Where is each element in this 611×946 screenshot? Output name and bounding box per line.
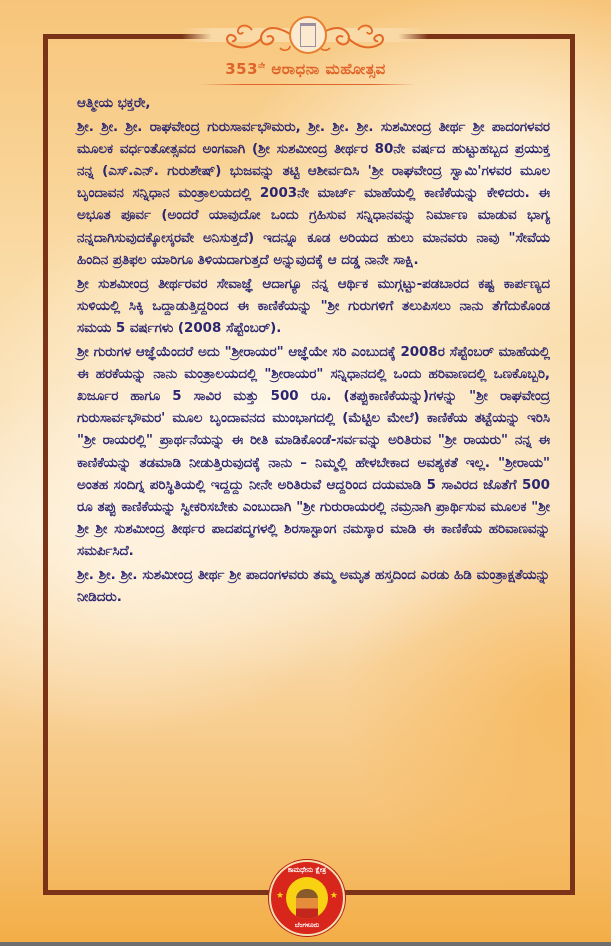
logo-top-text: ಕಾಮಧೇನು ಕ್ಷೇತ್ರ	[287, 866, 327, 874]
letter-body	[77, 93, 550, 611]
deity-emblem-icon	[286, 877, 328, 919]
star-icon: ★	[276, 891, 285, 901]
title-text: ಆರಾಧನಾ ಮಹೋತ್ಸವ	[271, 60, 386, 78]
kamadhenu-kshetra-logo	[269, 860, 345, 936]
letter-paragraph: ಶ್ರೀ ಗುರುಗಳ ಆಜ್ಞೆಯೆಂದರೆ ಅದು "ಶ್ರೀರಾಯರ" ಆಜ್ಞೆಯೇ ಸರಿ ಎಂಬುದಕ್ಕೆ 2008ರ ಸೆಪ್ಟೆಂಬರ್ ಮಾಹೆಯಲ್ಲಿ ಈ ಹರಕೆಯನ್ನು ನಾನು ಮಂತ್ರಾಲಯದಲ್ಲಿ "ಶ್ರೀರಾಯರ" ಸನ್ನಿಧಾನದಲ್ಲಿ ಒಂದು ಹರಿವಾಣದಲ್ಲಿ ಒಣಕೊಬ್ಬರಿ, ಖರ್ಜೂರ ಹಾಗೂ 5 ಸಾವಿರ ಮತ್ತು 500 ರೂ. (ತಪ್ಪುಕಾಣಿಕೆಯನ್ನು)ಗಳನ್ನು "ಶ್ರೀ ರಾಘವೇಂದ್ರ ಗುರುಸಾರ್ವಭೌಮರ' ಮೂಲ ಬೃಂದಾವನದ ಮುಂಭಾಗದಲ್ಲಿ (ಮೆಟ್ಟಿಲ ಮೇಲೆ) ಕಾಣಿಕೆಯ ತಟ್ಟೆಯನ್ನು ಇರಿಸಿ "ಶ್ರೀ ರಾಯರಲ್ಲಿ" ಪ್ರಾರ್ಥನೆಯನ್ನು ಈ ರೀತಿ ಮಾಡಿಕೊಂಡೆ-ಸರ್ವವನ್ನು ಅರಿತಿರುವ "ಶ್ರೀ ರಾಯರು" ನನ್ನ ಈ ಕಾಣಿಕೆಯನ್ನು ತಡಮಾಡಿ ನೀಡುತ್ತಿರುವುದಕ್ಕೆ ನಾನು – ನಿಮ್ಮಲ್ಲಿ ಹೇಳಬೇಕಾದ ಅವಶ್ಯಕತೆ ಇಲ್ಲ. "ಶ್ರೀರಾಯ" ಅಂತಹ ಸಂದಿಗ್ನ ಪರಿಸ್ಥಿತಿಯಲ್ಲಿ ಇದ್ದದ್ದು ನೀನೇ ಅರಿತಿರುವೆ ಆದ್ದರಿಂದ ದಯಮಾಡಿ 5 ಸಾವಿರದ ಜೊತೆಗೆ 500 ರೂ ತಪ್ಪು ಕಾಣಿಕೆಯನ್ನು ಸ್ವೀಕರಿಸಬೇಕು ಎಂಬುದಾಗಿ "ಶ್ರೀ ಗುರುರಾಯರಲ್ಲಿ ನಮ್ರನಾಗಿ ಪ್ರಾರ್ಥಿಸುವ ಮೂಲಕ "ಶ್ರೀ ಶ್ರೀ ಶ್ರೀ ಸುಶಮೀಂದ್ರ ತೀರ್ಥರ ಪಾದಪದ್ಮಗಳಲ್ಲಿ ಶಿರಸಾಸ್ಟಾಂಗ ನಮಸ್ಕಾರ ಮಾಡಿ ಈ ಕಾಣಿಕೆಯ ಹರಿವಾಣವನ್ನು ಸಮರ್ಪಿಸಿದೆ.	[77, 345, 550, 559]
bottom-edge-strip	[0, 942, 611, 946]
title-number: 353	[225, 60, 259, 78]
ornament-scroll-left-icon	[222, 22, 292, 54]
temple-medallion-icon	[289, 16, 327, 54]
page-title	[0, 60, 611, 78]
deity-figure-icon	[296, 889, 318, 919]
header	[0, 0, 611, 92]
star-icon: ★	[329, 891, 338, 901]
letter-paragraph: ಶ್ರೀ ಸುಶಮೀಂದ್ರ ತೀರ್ಥರವರ ಸೇವಾಜ್ಞೆ ಆದಾಗ್ಯೂ ನನ್ನ ಆರ್ಥಿಕ ಮುಗ್ಗಟ್ಟು-ಪಡಬಾರದ ಕಷ್ಟ ಕಾರ್ಪಣ್ಯದ ಸುಳಿಯಲ್ಲಿ ಸಿಕ್ಕಿ ಒದ್ದಾಡುತ್ತಿದ್ದರಿಂದ ಈ ಕಾಣಿಕೆಯನ್ನು "ಶ್ರೀ ಗುರುಗಳಿಗೆ ತಲುಪಿಸಲು ನಾನು ತೆಗೆದುಕೊಂಡ ಸಮಯ 5 ವರ್ಷಗಳು (2008 ಸೆಪ್ಟೆಂಬರ್).	[77, 276, 550, 336]
logo-bottom-text: ಬೆಂಗಳೂರು	[294, 921, 320, 929]
title-underline	[200, 84, 415, 85]
letter-paragraph: ಶ್ರೀ. ಶ್ರೀ. ಶ್ರೀ. ರಾಘವೇಂದ್ರ ಗುರುಸಾರ್ವಭೌಮರು, ಶ್ರೀ. ಶ್ರೀ. ಶ್ರೀ. ಸುಶಮೀಂದ್ರ ತೀರ್ಥ ಶ್ರೀ ಪಾದಂಗಳವರ ಮೂಲಕ ವರ್ಧಂತೋತ್ಸವದ ಅಂಗವಾಗಿ (ಶ್ರೀ ಸುಶಮೀಂದ್ರ ತೀರ್ಥರ 80ನೇ ವರ್ಷದ ಹುಟ್ಟುಹಬ್ಬದ ಪ್ರಯುಕ್ತ ನನ್ನ (ಎಸ್.ಎನ್. ಗುರುಶೇಷ್) ಭುಜವನ್ನು ತಟ್ಟಿ ಆಶೀರ್ವದಿಸಿ 'ಶ್ರೀ ರಾಘವೇಂದ್ರ ಸ್ವಾಮಿ'ಗಳವರ ಮೂಲ ಬೃಂದಾವನ ಸನ್ನಿಧಾನ ಮಂತ್ರಾಲಯದಲ್ಲಿ 2003ನೇ ಮಾರ್ಚ್ ಮಾಹೆಯಲ್ಲಿ ಕಾಣಿಕೆಯನ್ನು ಕೇಳಿದರು. ಈ ಅಭೂತ ಪೂರ್ವ (ಅಂದರೆ ಯಾವುದೋ ಒಂದು ಗ್ರಹಿಸುವ ಸನ್ನಿಧಾನವನ್ನು ನಿರ್ಮಾಣ ಮಾಡುವ ಭಾಗ್ಯ ನನ್ನದಾಗಿಸುವುದಕ್ಕೋಸ್ಕರವೇ ಅನಿಸುತ್ತದೆ) ಇದನ್ನೂ ಕೂಡ ಅರಿಯದ ಹುಲು ಮಾನವರು ನಾವು "ಸೇವೆಯ ಹಿಂದಿನ ಪ್ರತಿಫಲ ಯಾರಿಗೂ ತಿಳಿಯದಾಗುತ್ತದೆ ಅನ್ನುವುದಕ್ಕೆ ಆ ದಡ್ಡ ನಾನೇ ಸಾಕ್ಷಿ.	[77, 120, 550, 268]
temple-sketch-icon	[300, 23, 316, 47]
letter-greeting: ಆತ್ಮೀಯ ಭಕ್ತರೇ,	[77, 96, 151, 111]
ornament-scroll-right-icon	[318, 22, 388, 54]
title-ordinal-suffix: ನೇ	[258, 61, 266, 70]
letter-paragraph: ಶ್ರೀ. ಶ್ರೀ. ಶ್ರೀ. ಸುಶಮೀಂದ್ರ ತೀರ್ಥ ಶ್ರೀ ಪಾದಂಗಳವರು ತಮ್ಮ ಅಮೃತ ಹಸ್ತದಿಂದ ಎರಡು ಹಿಡಿ ಮಂತ್ರಾಕ್ಷತೆಯನ್ನು ನೀಡಿದರು.	[77, 567, 550, 606]
